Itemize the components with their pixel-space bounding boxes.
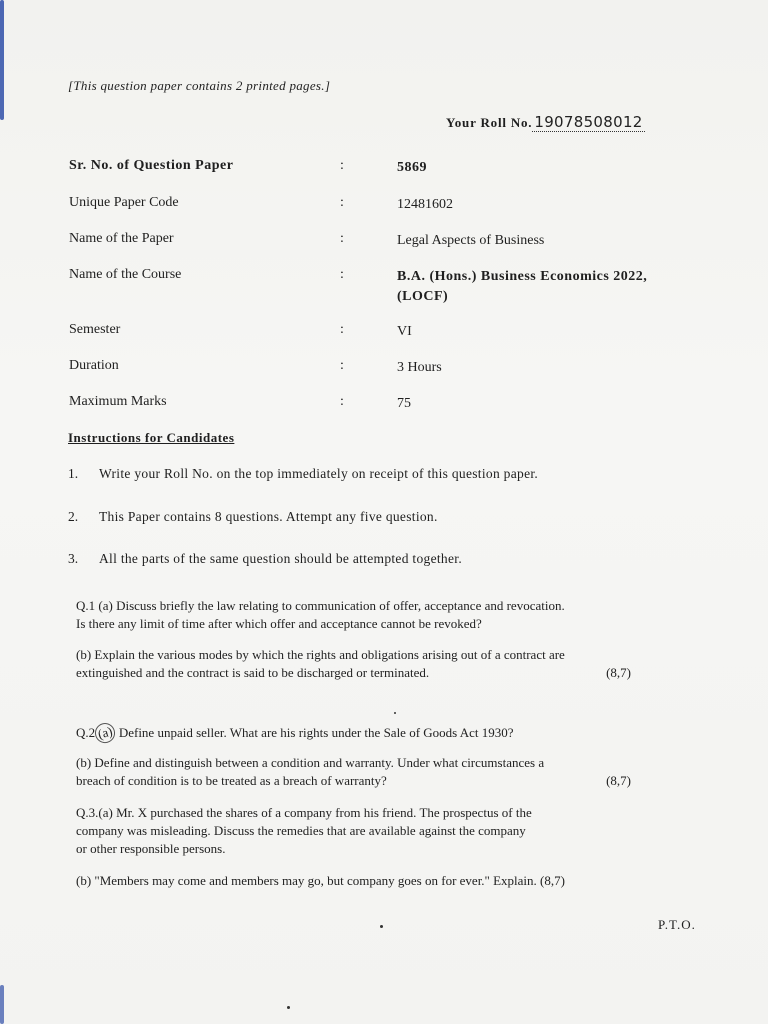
meta-row-paper-code [0, 195, 768, 235]
meta-colon: : [340, 231, 344, 246]
meta-row-serial [0, 158, 768, 198]
meta-value: VI [397, 324, 412, 339]
page-edge-mark [0, 0, 4, 120]
instruction-text: This Paper contains 8 questions. Attempt any five question. [99, 509, 438, 524]
scan-speck [380, 925, 383, 928]
please-turn-over: P.T.O. [658, 917, 696, 932]
question-1b [76, 646, 636, 682]
question-text: Define unpaid seller. What are his rights under the Sale of Goods Act 1930? [118, 725, 514, 740]
meta-label: Name of the Paper [69, 231, 174, 246]
question-text-line: (b) "Members may come and members may go, but company goes on for ever." Explain. (8,7) [76, 873, 565, 888]
instruction-number: 3. [68, 551, 79, 566]
question-marks: (8,7) [606, 773, 631, 788]
question-text-line: company was misleading. Discuss the remedies that are available against the company [76, 823, 526, 838]
question-text-line: extinguished and the contract is said to be discharged or terminated. [76, 665, 430, 680]
question-text-line: Q.1 (a) Discuss briefly the law relating to communication of offer, acceptance and revocation. [76, 598, 565, 613]
meta-colon: : [340, 267, 344, 282]
question-text-line: Is there any limit of time after which offer and acceptance cannot be revoked? [76, 616, 482, 631]
instructions-heading: Instructions for Candidates [68, 430, 235, 445]
meta-colon: : [340, 358, 344, 373]
course-line-2: (LOCF) [397, 289, 449, 304]
meta-value: 12481602 [397, 197, 453, 212]
meta-row-max-marks [0, 394, 768, 434]
instruction-text: Write your Roll No. on the top immediately on receipt of this question paper. [99, 466, 539, 481]
meta-label: Maximum Marks [69, 394, 167, 409]
scan-speck [394, 712, 396, 714]
question-text-line: breach of condition is to be treated as a breach of warranty? [76, 773, 387, 788]
meta-value: 5869 [397, 160, 427, 175]
question-number: Q.2 [76, 725, 96, 740]
meta-value [397, 267, 727, 307]
question-3b [76, 872, 636, 890]
instruction-number: 2. [68, 509, 79, 524]
roll-number-label: Your Roll No. [446, 115, 533, 130]
meta-colon: : [340, 394, 344, 409]
question-text-line: or other responsible persons. [76, 841, 226, 856]
meta-colon: : [340, 158, 344, 173]
question-text-line: (b) Define and distinguish between a condition and warranty. Under what circumstances a [76, 755, 545, 770]
meta-colon: : [340, 195, 344, 210]
question-3a [76, 804, 636, 858]
scan-speck [287, 1006, 290, 1009]
question-text-line [76, 723, 636, 743]
course-line-1: B.A. (Hons.) Business Economics 2022, [397, 269, 648, 284]
instruction-number: 1. [68, 466, 79, 481]
meta-value: 3 Hours [397, 360, 442, 375]
meta-row-semester [0, 322, 768, 362]
meta-row-duration [0, 358, 768, 398]
meta-label: Sr. No. of Question Paper [69, 158, 234, 173]
meta-value: Legal Aspects of Business [397, 233, 545, 248]
question-text-line: (b) Explain the various modes by which the rights and obligations arising out of a contract are [76, 647, 565, 662]
question-1a [76, 597, 636, 633]
page-edge-mark [0, 985, 4, 1024]
roll-number-value: 19078508012 [534, 113, 643, 131]
question-2a [76, 723, 636, 743]
meta-label: Unique Paper Code [69, 195, 179, 210]
question-2b [76, 754, 636, 790]
meta-label: Semester [69, 322, 121, 337]
question-marks: (8,7) [606, 665, 631, 680]
meta-label: Name of the Course [69, 267, 182, 282]
meta-row-paper-name [0, 231, 768, 271]
meta-colon: : [340, 322, 344, 337]
question-text-line: Q.3.(a) Mr. X purchased the shares of a company from his friend. The prospectus of the [76, 805, 532, 820]
handwritten-circle-mark: (a) [93, 721, 118, 746]
meta-label: Duration [69, 358, 119, 373]
meta-value: 75 [397, 396, 411, 411]
page-count-note: [This question paper contains 2 printed pages.] [68, 78, 331, 93]
meta-row-course-name [0, 267, 768, 311]
instruction-text: All the parts of the same question should be attempted together. [99, 551, 462, 566]
roll-number [446, 113, 645, 131]
